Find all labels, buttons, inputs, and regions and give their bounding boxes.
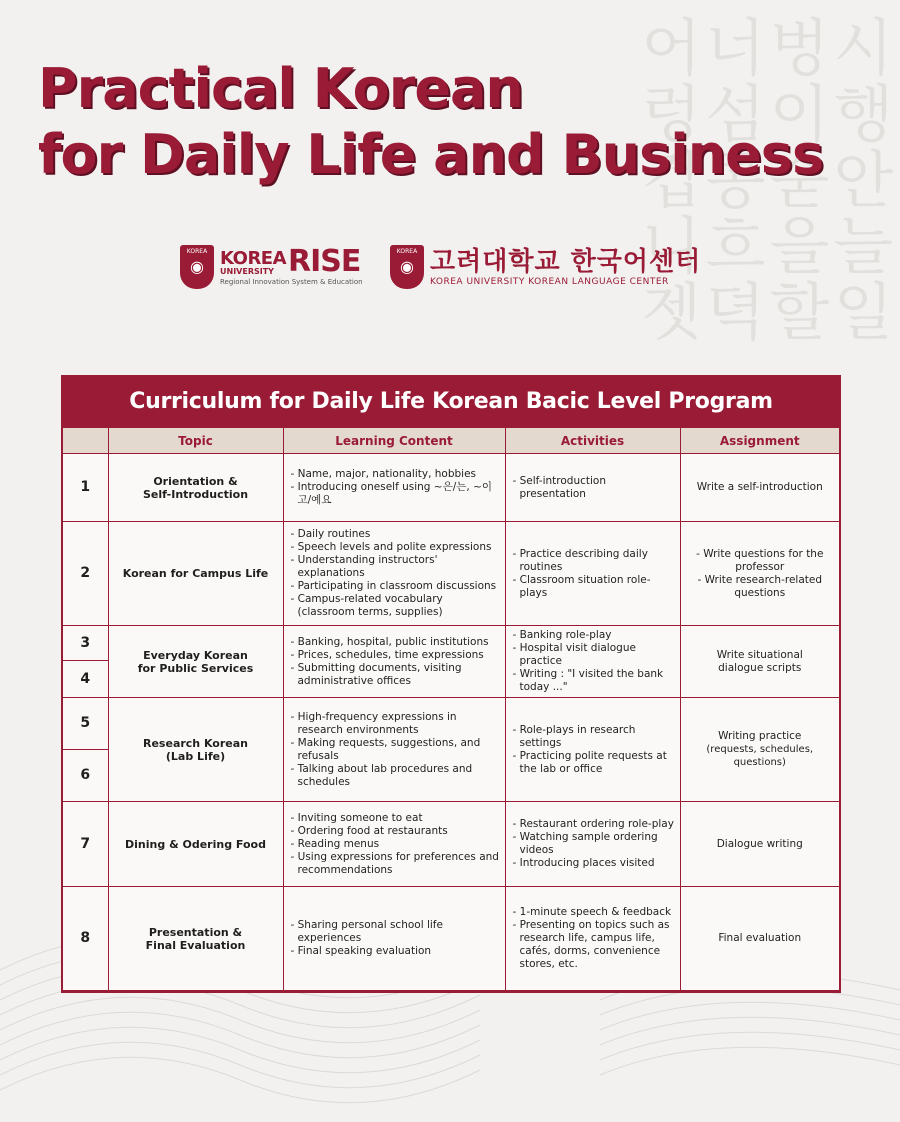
curriculum-caption: Curriculum for Daily Life Korean Bacic Level Program [63, 377, 839, 427]
topic-cell: Research Korean (Lab Life) [108, 698, 283, 802]
list-item: - Restaurant ordering role-play [511, 818, 675, 831]
list-item: - Understanding instructors' explanations [289, 554, 500, 580]
assignment-cell: Writing practice (requests, schedules, questions) [680, 698, 839, 802]
korean-language-center-logo [390, 245, 701, 289]
crest-icon: KOREA ◉ [390, 245, 424, 289]
korea-university-rise-logo [180, 245, 363, 289]
logo-korean-name: 고려대학교 한국어센터 [430, 247, 702, 277]
list-item: - Prices, schedules, time expressions [289, 649, 500, 662]
list-item: - Role-plays in research settings [511, 724, 675, 750]
table-row [63, 454, 839, 522]
topic-cell: Everyday Korean for Public Services [108, 626, 283, 698]
list-item: - Classroom situation role-plays [511, 574, 675, 600]
learning-content-cell [283, 698, 505, 802]
list-item: - Banking, hospital, public institutions [289, 636, 500, 649]
learning-content-cell [283, 626, 505, 698]
learning-content-cell [283, 454, 505, 522]
background-hangul-pattern: 시행안늘일벙이숟을할너섬콩흐뎍어렁겁니젯 [630, 15, 895, 345]
header-learning-content: Learning Content [283, 428, 505, 454]
list-item: - Banking role-play [511, 629, 675, 642]
logo-korea: KOREA [220, 248, 287, 269]
session-number: 7 [63, 802, 108, 887]
list-item: - Submitting documents, visiting administrative offices [289, 662, 500, 688]
list-item: - Ordering food at restaurants [289, 825, 500, 838]
table-row [63, 522, 839, 626]
list-item: - Speech levels and polite expressions [289, 541, 500, 554]
list-item: - Name, major, nationality, hobbies [289, 468, 500, 481]
list-item: - Final speaking evaluation [289, 945, 500, 958]
session-number: 1 [63, 454, 108, 522]
learning-content-cell [283, 887, 505, 991]
session-number: 4 [63, 661, 108, 698]
logo-bar [180, 245, 720, 301]
topic-cell: Korean for Campus Life [108, 522, 283, 626]
activities-cell [505, 802, 680, 887]
list-item: - Inviting someone to eat [289, 812, 500, 825]
list-item: - Participating in classroom discussions [289, 580, 500, 593]
logo-rise: RISE [288, 244, 361, 279]
list-item: - Presenting on topics such as research life, campus life, cafés, dorms, convenience stores, etc. [511, 919, 675, 971]
header-assignment: Assignment [680, 428, 839, 454]
activities-cell [505, 522, 680, 626]
session-number: 3 [63, 626, 108, 661]
list-item: - Talking about lab procedures and schedules [289, 763, 500, 789]
curriculum-table [63, 427, 839, 991]
header-topic: Topic [108, 428, 283, 454]
list-item: - Daily routines [289, 528, 500, 541]
list-item: - Hospital visit dialogue practice [511, 642, 675, 668]
assignment-cell: - Write questions for the professor - Write research-related questions [680, 522, 839, 626]
session-number: 5 [63, 698, 108, 750]
assignment-cell: Final evaluation [680, 887, 839, 991]
logo-rise-subtitle: Regional Innovation System & Education [220, 278, 363, 286]
list-item: - Reading menus [289, 838, 500, 851]
table-row [63, 626, 839, 661]
list-item: - Campus-related vocabulary (classroom terms, supplies) [289, 593, 500, 619]
learning-content-cell [283, 802, 505, 887]
session-number: 2 [63, 522, 108, 626]
activities-cell [505, 698, 680, 802]
list-item: - 1-minute speech & feedback [511, 906, 675, 919]
session-number: 6 [63, 750, 108, 802]
topic-cell: Orientation & Self-Introduction [108, 454, 283, 522]
header-activities: Activities [505, 428, 680, 454]
list-item: - Self-introduction presentation [511, 475, 675, 501]
activities-cell [505, 887, 680, 991]
logo-english-name: KOREA UNIVERSITY KOREAN LANGUAGE CENTER [430, 277, 669, 287]
curriculum-table-panel [61, 375, 841, 993]
page-title [38, 56, 823, 188]
list-item: - Practice describing daily routines [511, 548, 675, 574]
list-item: - Using expressions for preferences and recommendations [289, 851, 500, 877]
topic-cell: Presentation & Final Evaluation [108, 887, 283, 991]
crest-icon: KOREA ◉ [180, 245, 214, 289]
list-item: - High-frequency expressions in research environments [289, 711, 500, 737]
list-item: - Writing : "I visited the bank today ..." [511, 668, 675, 694]
list-item: - Sharing personal school life experiences [289, 919, 500, 945]
list-item: - Watching sample ordering videos [511, 831, 675, 857]
list-item: - Making requests, suggestions, and refusals [289, 737, 500, 763]
table-row [63, 802, 839, 887]
list-item: - Introducing places visited [511, 857, 675, 870]
assignment-cell: Dialogue writing [680, 802, 839, 887]
activities-cell [505, 454, 680, 522]
session-number: 8 [63, 887, 108, 991]
assignment-cell: Write situational dialogue scripts [680, 626, 839, 698]
table-row [63, 698, 839, 750]
activities-cell [505, 626, 680, 698]
header-num [63, 428, 108, 454]
table-row [63, 887, 839, 991]
list-item: - Practicing polite requests at the lab or office [511, 750, 675, 776]
title-line-2: for Daily Life and Business [38, 123, 824, 186]
logo-university: UNIVERSITY [220, 267, 274, 276]
assignment-cell: Write a self-introduction [680, 454, 839, 522]
topic-cell: Dining & Odering Food [108, 802, 283, 887]
learning-content-cell [283, 522, 505, 626]
title-line-1: Practical Korean [38, 57, 523, 120]
list-item: - Introducing oneself using ~은/는, ~이고/예요 [289, 481, 500, 507]
table-header-row [63, 428, 839, 454]
